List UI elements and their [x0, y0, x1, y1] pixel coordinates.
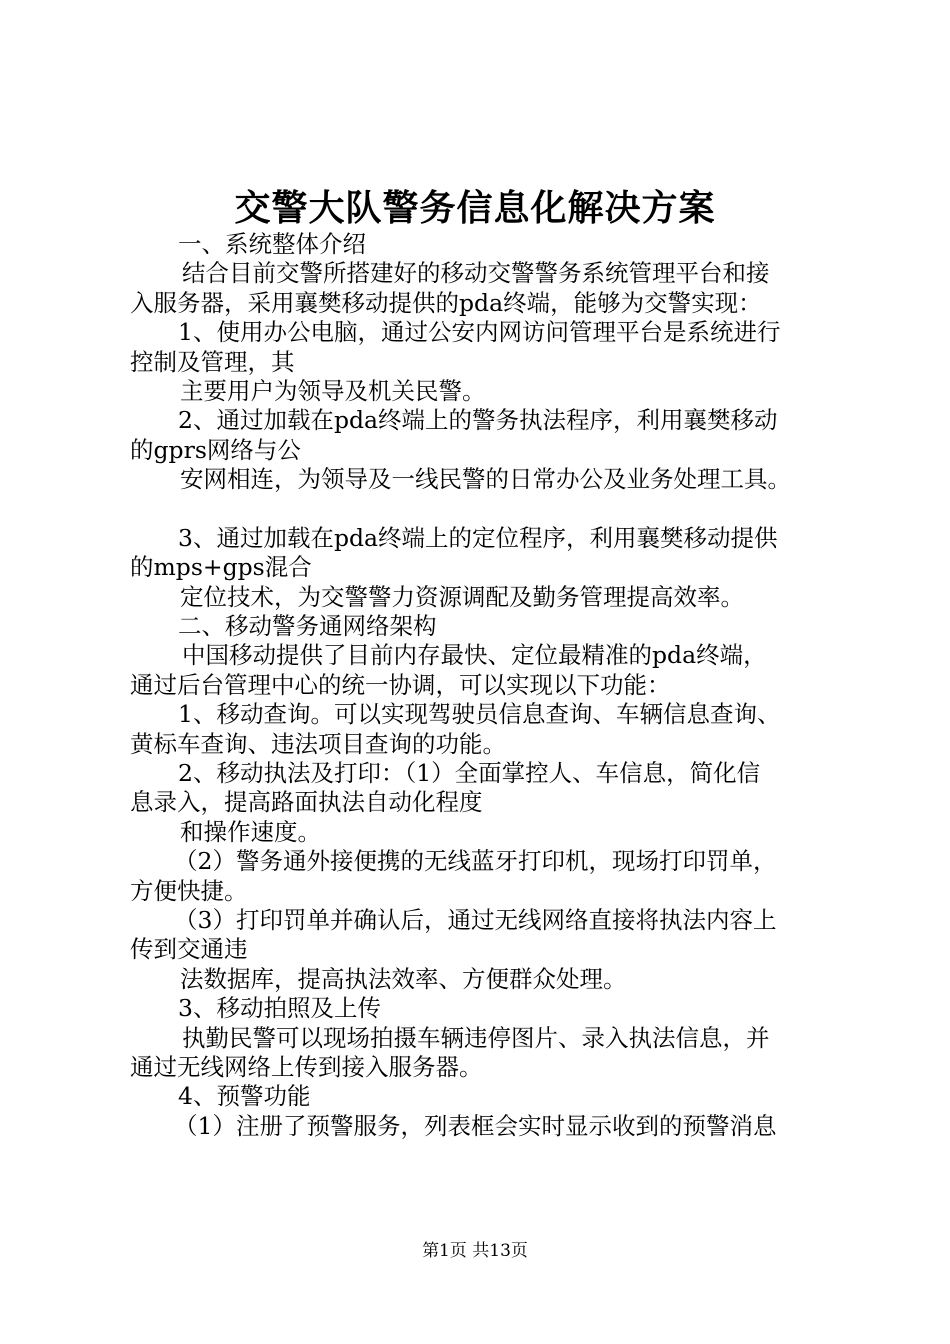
- list-item: 1、使用办公电脑，通过公安内网访问管理平台是系统进行: [178, 318, 781, 347]
- paragraph-line: 结合目前交警所搭建好的移动交警警务系统管理平台和接: [182, 259, 770, 288]
- paragraph-line: 的mps+gps混合: [130, 553, 312, 582]
- paragraph-line: 传到交通违: [130, 935, 248, 964]
- paragraph-line: 息录入，提高路面执法自动化程度: [130, 788, 483, 817]
- list-item: 2、移动执法及打印：（1）全面掌控人、车信息，简化信: [178, 759, 761, 788]
- document-body: [130, 230, 850, 1141]
- list-item: 1、移动查询。可以实现驾驶员信息查询、车辆信息查询、: [178, 700, 781, 729]
- subsection-heading: 4、预警功能: [178, 1082, 311, 1111]
- paragraph-line: 法数据库，提高执法效率、方便群众处理。: [180, 964, 627, 993]
- subsection-heading: 3、移动拍照及上传: [178, 994, 381, 1023]
- paragraph-line: 黄标车查询、违法项目查询的功能。: [130, 729, 506, 758]
- page-number-footer: 第1页 共13页: [422, 1241, 528, 1261]
- section-heading: 一、系统整体介绍: [178, 230, 366, 258]
- paragraph-line: 主要用户为领导及机关民警。: [180, 376, 486, 405]
- list-item: （3）打印罚单并确认后，通过无线网络直接将执法内容上: [174, 905, 777, 934]
- paragraph-line: 控制及管理，其: [130, 347, 295, 376]
- list-item: 3、通过加载在pda终端上的定位程序，利用襄樊移动提供: [178, 523, 778, 552]
- section-heading: 二、移动警务通网络架构: [178, 612, 437, 641]
- paragraph-line: 通过无线网络上传到接入服务器。: [130, 1052, 483, 1081]
- paragraph-line: 执勤民警可以现场拍摄车辆违停图片、录入执法信息，并: [182, 1023, 770, 1052]
- document-title: 交警大队警务信息化解决方案: [234, 187, 716, 229]
- paragraph-line: 和操作速度。: [180, 817, 321, 846]
- paragraph-line: 通过后台管理中心的统一协调，可以实现以下功能：: [130, 670, 671, 699]
- blank-line: [130, 495, 850, 524]
- list-item: 2、通过加载在pda终端上的警务执法程序，利用襄樊移动: [178, 406, 778, 435]
- paragraph-line: 定位技术，为交警警力资源调配及勤务管理提高效率。: [180, 582, 744, 611]
- paragraph-line: 的gprs网络与公: [130, 435, 301, 464]
- paragraph-line: 中国移动提供了目前内存最快、定位最精准的pda终端，: [182, 641, 767, 670]
- paragraph-line: 方便快捷。: [130, 876, 248, 905]
- list-item: （2）警务通外接便携的无线蓝牙打印机，现场打印罚单，: [174, 847, 777, 876]
- paragraph-line: 入服务器，采用襄樊移动提供的pda终端，能够为交警实现：: [130, 288, 762, 317]
- paragraph-line: 安网相连，为领导及一线民警的日常办公及业务处理工具。: [180, 465, 791, 494]
- list-item: （1）注册了预警服务，列表框会实时显示收到的预警消息: [174, 1111, 777, 1140]
